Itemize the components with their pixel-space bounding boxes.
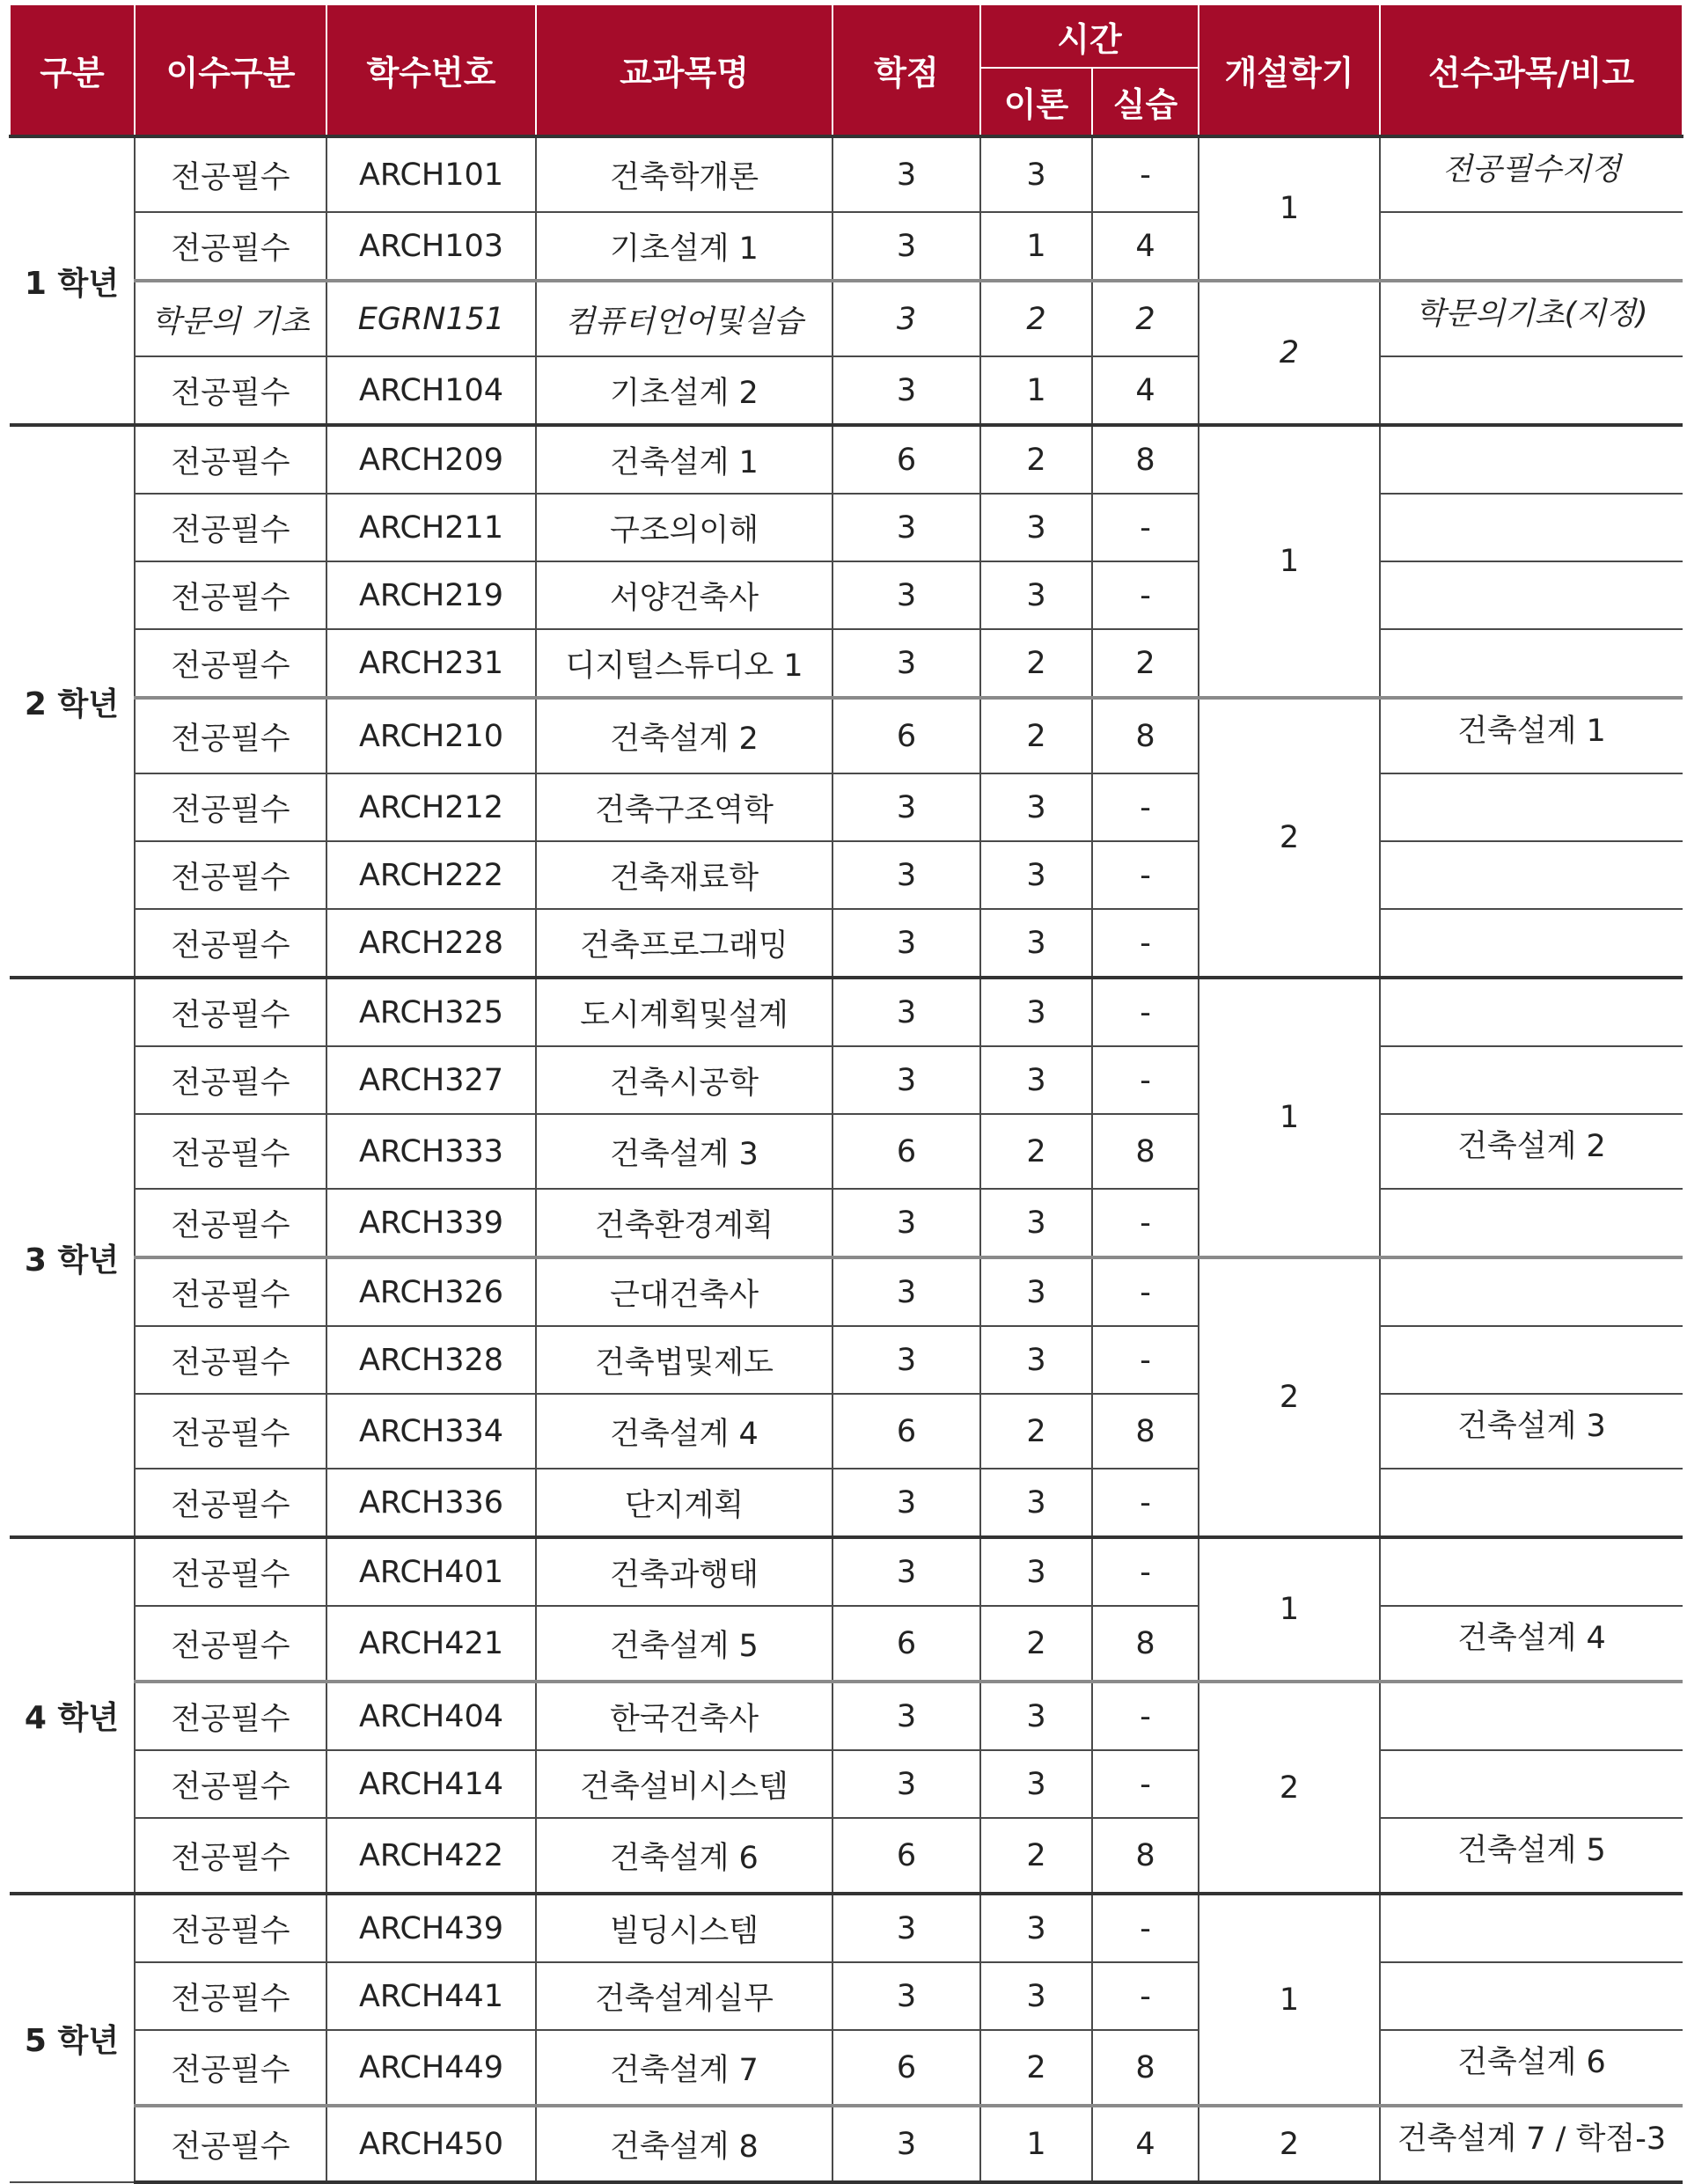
- practice-hours: 8: [1092, 2030, 1199, 2106]
- course-type: 전공필수: [135, 212, 326, 281]
- prereq-note: 건축설계 1: [1380, 698, 1683, 773]
- course-type: 전공필수: [135, 1606, 326, 1682]
- course-name: 건축설계 3: [536, 1114, 832, 1189]
- theory-hours: 2: [980, 425, 1092, 494]
- table-row: [10, 773, 1683, 841]
- table-row: [10, 1046, 1683, 1114]
- header-hours: 시간: [980, 4, 1199, 68]
- table-row: [10, 1189, 1683, 1257]
- theory-hours: 2: [980, 1606, 1092, 1682]
- table-header: [10, 4, 1683, 136]
- course-type: 전공필수: [135, 1469, 326, 1537]
- theory-hours: 3: [980, 841, 1092, 909]
- course-type: 전공필수: [135, 356, 326, 425]
- credits: 3: [832, 909, 980, 978]
- table-row: [10, 561, 1683, 629]
- course-code: ARCH333: [326, 1114, 536, 1189]
- course-type: 전공필수: [135, 2030, 326, 2106]
- year-label: 5 학년: [10, 1894, 135, 2182]
- practice-hours: -: [1092, 978, 1199, 1046]
- table-row: [10, 1750, 1683, 1818]
- header-course-type: 이수구분: [135, 4, 326, 136]
- practice-hours: -: [1092, 1469, 1199, 1537]
- practice-hours: -: [1092, 1894, 1199, 1962]
- header-prereq: 선수과목/비고: [1380, 4, 1683, 136]
- credits: 6: [832, 1394, 980, 1469]
- prereq-note: [1380, 561, 1683, 629]
- course-name: 건축환경계획: [536, 1189, 832, 1257]
- credits: 3: [832, 841, 980, 909]
- course-code: ARCH422: [326, 1818, 536, 1894]
- theory-hours: 1: [980, 356, 1092, 425]
- prereq-note: 건축설계 4: [1380, 1606, 1683, 1682]
- course-type: 전공필수: [135, 629, 326, 698]
- year-label: 2 학년: [10, 425, 135, 978]
- course-type: 전공필수: [135, 136, 326, 212]
- curriculum-table: [9, 4, 1683, 2184]
- course-code: ARCH334: [326, 1394, 536, 1469]
- course-name: 기초설계 2: [536, 356, 832, 425]
- course-type: 전공필수: [135, 698, 326, 773]
- credits: 3: [832, 281, 980, 356]
- course-name: 건축설계 2: [536, 698, 832, 773]
- credits: 3: [832, 1189, 980, 1257]
- prereq-note: [1380, 841, 1683, 909]
- year-label: 1 학년: [10, 136, 135, 425]
- prereq-note: [1380, 356, 1683, 425]
- course-code: ARCH231: [326, 629, 536, 698]
- credits: 3: [832, 136, 980, 212]
- table-row: [10, 212, 1683, 281]
- theory-hours: 3: [980, 1962, 1092, 2030]
- credits: 3: [832, 1046, 980, 1114]
- credits: 6: [832, 1818, 980, 1894]
- course-type: 전공필수: [135, 773, 326, 841]
- credits: 3: [832, 356, 980, 425]
- prereq-note: [1380, 909, 1683, 978]
- table-row: [10, 1114, 1683, 1189]
- credits: 3: [832, 212, 980, 281]
- theory-hours: 3: [980, 1326, 1092, 1394]
- course-name: 건축프로그래밍: [536, 909, 832, 978]
- course-name: 기초설계 1: [536, 212, 832, 281]
- course-type: 전공필수: [135, 1750, 326, 1818]
- course-type: 전공필수: [135, 1394, 326, 1469]
- credits: 3: [832, 1750, 980, 1818]
- course-name: 근대건축사: [536, 1257, 832, 1326]
- credits: 6: [832, 1114, 980, 1189]
- table-row: [10, 1894, 1683, 1962]
- header-theory: 이론: [980, 68, 1092, 136]
- header-semester: 개설학기: [1199, 4, 1380, 136]
- course-name: 건축설계 7: [536, 2030, 832, 2106]
- theory-hours: 3: [980, 1682, 1092, 1750]
- prereq-note: [1380, 1326, 1683, 1394]
- course-code: ARCH450: [326, 2106, 536, 2182]
- table-row: [10, 1606, 1683, 1682]
- credits: 3: [832, 494, 980, 561]
- practice-hours: -: [1092, 1257, 1199, 1326]
- prereq-note: [1380, 978, 1683, 1046]
- theory-hours: 2: [980, 1114, 1092, 1189]
- course-type: 전공필수: [135, 841, 326, 909]
- course-type: 전공필수: [135, 978, 326, 1046]
- credits: 6: [832, 698, 980, 773]
- practice-hours: -: [1092, 1682, 1199, 1750]
- credits: 3: [832, 629, 980, 698]
- course-code: ARCH228: [326, 909, 536, 978]
- table-row: [10, 2030, 1683, 2106]
- course-type: 전공필수: [135, 425, 326, 494]
- course-code: ARCH327: [326, 1046, 536, 1114]
- table-row: [10, 698, 1683, 773]
- practice-hours: 4: [1092, 2106, 1199, 2182]
- semester: 1: [1199, 1537, 1380, 1682]
- credits: 6: [832, 425, 980, 494]
- semester: 2: [1199, 2106, 1380, 2182]
- credits: 3: [832, 561, 980, 629]
- theory-hours: 3: [980, 909, 1092, 978]
- course-code: ARCH211: [326, 494, 536, 561]
- theory-hours: 3: [980, 1257, 1092, 1326]
- credits: 6: [832, 2030, 980, 2106]
- practice-hours: 8: [1092, 698, 1199, 773]
- theory-hours: 3: [980, 561, 1092, 629]
- practice-hours: 8: [1092, 1114, 1199, 1189]
- course-code: ARCH222: [326, 841, 536, 909]
- course-type: 전공필수: [135, 1894, 326, 1962]
- practice-hours: 8: [1092, 1394, 1199, 1469]
- credits: 3: [832, 1257, 980, 1326]
- theory-hours: 3: [980, 1469, 1092, 1537]
- practice-hours: 2: [1092, 629, 1199, 698]
- theory-hours: 3: [980, 773, 1092, 841]
- semester: 2: [1199, 281, 1380, 425]
- table-row: [10, 494, 1683, 561]
- theory-hours: 1: [980, 2106, 1092, 2182]
- header-course-name: 교과목명: [536, 4, 832, 136]
- course-name: 건축설계 4: [536, 1394, 832, 1469]
- prereq-note: [1380, 212, 1683, 281]
- practice-hours: -: [1092, 909, 1199, 978]
- credits: 6: [832, 1606, 980, 1682]
- prereq-note: [1380, 1682, 1683, 1750]
- course-code: ARCH104: [326, 356, 536, 425]
- practice-hours: -: [1092, 1189, 1199, 1257]
- practice-hours: -: [1092, 1750, 1199, 1818]
- semester: 1: [1199, 425, 1380, 698]
- header-practice: 실습: [1092, 68, 1199, 136]
- year-label: 4 학년: [10, 1537, 135, 1894]
- course-code: ARCH101: [326, 136, 536, 212]
- course-code: ARCH401: [326, 1537, 536, 1606]
- theory-hours: 2: [980, 1394, 1092, 1469]
- prereq-note: [1380, 1046, 1683, 1114]
- course-code: ARCH103: [326, 212, 536, 281]
- course-code: ARCH439: [326, 1894, 536, 1962]
- course-name: 건축설계 5: [536, 1606, 832, 1682]
- credits: 3: [832, 1326, 980, 1394]
- course-code: ARCH421: [326, 1606, 536, 1682]
- table-row: [10, 1962, 1683, 2030]
- theory-hours: 3: [980, 1537, 1092, 1606]
- course-code: ARCH336: [326, 1469, 536, 1537]
- course-name: 건축설계 6: [536, 1818, 832, 1894]
- header-course-code: 학수번호: [326, 4, 536, 136]
- course-code: ARCH414: [326, 1750, 536, 1818]
- prereq-note: [1380, 1537, 1683, 1606]
- course-name: 한국건축사: [536, 1682, 832, 1750]
- semester: 2: [1199, 1257, 1380, 1537]
- course-name: 빌딩시스템: [536, 1894, 832, 1962]
- table-row: [10, 281, 1683, 356]
- practice-hours: 4: [1092, 356, 1199, 425]
- course-name: 건축과행태: [536, 1537, 832, 1606]
- year-label: 3 학년: [10, 978, 135, 1537]
- prereq-note: [1380, 629, 1683, 698]
- prereq-note: [1380, 1189, 1683, 1257]
- semester: 2: [1199, 698, 1380, 978]
- practice-hours: -: [1092, 561, 1199, 629]
- prereq-note: [1380, 1962, 1683, 2030]
- semester: 1: [1199, 1894, 1380, 2106]
- theory-hours: 2: [980, 1818, 1092, 1894]
- credits: 3: [832, 1682, 980, 1750]
- theory-hours: 3: [980, 494, 1092, 561]
- table-row: [10, 1394, 1683, 1469]
- course-name: 건축법및제도: [536, 1326, 832, 1394]
- course-name: 건축설비시스템: [536, 1750, 832, 1818]
- course-type: 전공필수: [135, 2106, 326, 2182]
- table-row: [10, 629, 1683, 698]
- course-name: 건축설계실무: [536, 1962, 832, 2030]
- course-name: 구조의이해: [536, 494, 832, 561]
- table-row: [10, 1257, 1683, 1326]
- practice-hours: -: [1092, 1326, 1199, 1394]
- credits: 3: [832, 773, 980, 841]
- table-row: [10, 2106, 1683, 2182]
- table-row: [10, 1818, 1683, 1894]
- course-name: 건축시공학: [536, 1046, 832, 1114]
- practice-hours: -: [1092, 136, 1199, 212]
- practice-hours: 8: [1092, 1606, 1199, 1682]
- course-name: 컴퓨터언어및실습: [536, 281, 832, 356]
- course-type: 전공필수: [135, 1257, 326, 1326]
- course-type: 전공필수: [135, 1326, 326, 1394]
- theory-hours: 2: [980, 698, 1092, 773]
- course-code: ARCH326: [326, 1257, 536, 1326]
- theory-hours: 2: [980, 629, 1092, 698]
- course-code: ARCH210: [326, 698, 536, 773]
- prereq-note: [1380, 494, 1683, 561]
- course-name: 건축구조역학: [536, 773, 832, 841]
- course-code: ARCH209: [326, 425, 536, 494]
- course-type: 전공필수: [135, 1818, 326, 1894]
- credits: 3: [832, 1962, 980, 2030]
- course-type: 학문의 기초: [135, 281, 326, 356]
- table-row: [10, 1537, 1683, 1606]
- prereq-note: 전공필수지정: [1380, 136, 1683, 212]
- theory-hours: 2: [980, 281, 1092, 356]
- practice-hours: -: [1092, 1046, 1199, 1114]
- practice-hours: 8: [1092, 425, 1199, 494]
- course-code: ARCH212: [326, 773, 536, 841]
- practice-hours: 2: [1092, 281, 1199, 356]
- table-row: [10, 1469, 1683, 1537]
- practice-hours: -: [1092, 773, 1199, 841]
- course-code: ARCH339: [326, 1189, 536, 1257]
- credits: 3: [832, 978, 980, 1046]
- prereq-note: 건축설계 2: [1380, 1114, 1683, 1189]
- header-category: 구분: [10, 4, 135, 136]
- prereq-note: [1380, 1257, 1683, 1326]
- prereq-note: 건축설계 7 / 학점-3: [1380, 2106, 1683, 2182]
- theory-hours: 2: [980, 2030, 1092, 2106]
- prereq-note: [1380, 425, 1683, 494]
- course-type: 전공필수: [135, 1682, 326, 1750]
- course-type: 전공필수: [135, 1046, 326, 1114]
- course-code: ARCH449: [326, 2030, 536, 2106]
- semester: 1: [1199, 978, 1380, 1257]
- theory-hours: 1: [980, 212, 1092, 281]
- course-name: 디지털스튜디오 1: [536, 629, 832, 698]
- prereq-note: [1380, 1750, 1683, 1818]
- table-row: [10, 136, 1683, 212]
- course-name: 건축재료학: [536, 841, 832, 909]
- semester: 2: [1199, 1682, 1380, 1894]
- prereq-note: [1380, 1469, 1683, 1537]
- course-code: ARCH219: [326, 561, 536, 629]
- course-type: 전공필수: [135, 1189, 326, 1257]
- table-row: [10, 1326, 1683, 1394]
- table-row: [10, 841, 1683, 909]
- prereq-note: 학문의기초(지정): [1380, 281, 1683, 356]
- credits: 3: [832, 1537, 980, 1606]
- table-body: [10, 136, 1683, 2182]
- course-name: 건축설계 8: [536, 2106, 832, 2182]
- course-type: 전공필수: [135, 909, 326, 978]
- semester: 1: [1199, 136, 1380, 281]
- course-name: 단지계획: [536, 1469, 832, 1537]
- course-code: ARCH328: [326, 1326, 536, 1394]
- table-row: [10, 425, 1683, 494]
- course-code: ARCH404: [326, 1682, 536, 1750]
- practice-hours: -: [1092, 1962, 1199, 2030]
- table-row: [10, 356, 1683, 425]
- theory-hours: 3: [980, 136, 1092, 212]
- theory-hours: 3: [980, 1189, 1092, 1257]
- course-name: 서양건축사: [536, 561, 832, 629]
- practice-hours: 8: [1092, 1818, 1199, 1894]
- theory-hours: 3: [980, 1046, 1092, 1114]
- prereq-note: 건축설계 5: [1380, 1818, 1683, 1894]
- course-type: 전공필수: [135, 1537, 326, 1606]
- prereq-note: 건축설계 3: [1380, 1394, 1683, 1469]
- prereq-note: [1380, 1894, 1683, 1962]
- course-type: 전공필수: [135, 494, 326, 561]
- course-code: EGRN151: [326, 281, 536, 356]
- course-type: 전공필수: [135, 1962, 326, 2030]
- theory-hours: 3: [980, 1894, 1092, 1962]
- header-credits: 학점: [832, 4, 980, 136]
- course-name: 건축설계 1: [536, 425, 832, 494]
- table-row: [10, 909, 1683, 978]
- practice-hours: -: [1092, 1537, 1199, 1606]
- practice-hours: -: [1092, 494, 1199, 561]
- table-row: [10, 978, 1683, 1046]
- course-name: 건축학개론: [536, 136, 832, 212]
- course-type: 전공필수: [135, 1114, 326, 1189]
- prereq-note: [1380, 773, 1683, 841]
- practice-hours: 4: [1092, 212, 1199, 281]
- theory-hours: 3: [980, 978, 1092, 1046]
- credits: 3: [832, 1469, 980, 1537]
- course-type: 전공필수: [135, 561, 326, 629]
- credits: 3: [832, 1894, 980, 1962]
- practice-hours: -: [1092, 841, 1199, 909]
- table-row: [10, 1682, 1683, 1750]
- course-code: ARCH325: [326, 978, 536, 1046]
- course-name: 도시계획및설계: [536, 978, 832, 1046]
- prereq-note: 건축설계 6: [1380, 2030, 1683, 2106]
- credits: 3: [832, 2106, 980, 2182]
- course-code: ARCH441: [326, 1962, 536, 2030]
- theory-hours: 3: [980, 1750, 1092, 1818]
